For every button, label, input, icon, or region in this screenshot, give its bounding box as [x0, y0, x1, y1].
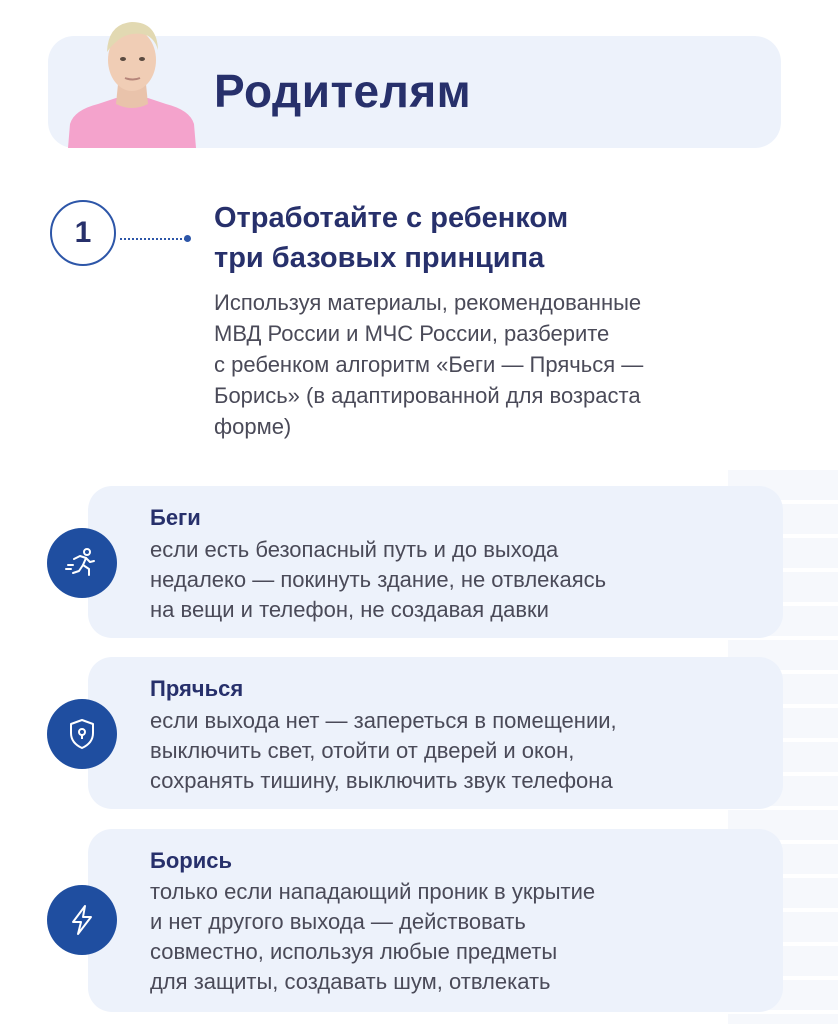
rule-description: [150, 706, 770, 796]
step-description-line: Используя материалы, рекомендованные: [214, 290, 642, 315]
rule-description-line: для защиты, создавать шум, отвлекать: [150, 969, 551, 994]
lightning-icon: [47, 885, 117, 955]
step-description: [214, 287, 774, 442]
rule-description-line: если есть безопасный путь и до выхода: [150, 537, 559, 562]
rule-description-line: если выхода нет — запереться в помещении,: [150, 708, 617, 733]
rule-description-line: совместно, используя любые предметы: [150, 939, 558, 964]
step-description-line: МВД России и МЧС России, разберите: [214, 321, 610, 346]
step-description-line: Борись» (в адаптированной для возраста: [214, 383, 641, 408]
page-title: Родителям: [214, 65, 472, 117]
rule-description: [150, 877, 770, 997]
step-number-badge: [50, 200, 116, 266]
step-description-line: форме): [214, 414, 292, 439]
step-title: [214, 198, 774, 278]
step-number: 1: [74, 216, 92, 249]
step-title-line: три базовых принципа: [214, 242, 545, 274]
step-connector-dot: [184, 235, 191, 242]
presenter-avatar: [64, 12, 200, 148]
rule-description-line: недалеко — покинуть здание, не отвлекаясь: [150, 567, 607, 592]
rule-title: Прячься: [150, 676, 244, 701]
running-person-icon: [47, 528, 117, 598]
shield-icon: [47, 699, 117, 769]
rule-description-line: сохранять тишину, выключить звук телефона: [150, 768, 613, 793]
rule-description-line: выключить свет, отойти от дверей и окон,: [150, 738, 575, 763]
rule-title: Борись: [150, 848, 232, 873]
step-title-line: Отработайте с ребенком: [214, 202, 569, 234]
rule-description-line: и нет другого выхода — действовать: [150, 909, 526, 934]
rule-description: [150, 535, 770, 625]
rule-description-line: на вещи и телефон, не создавая давки: [150, 597, 549, 622]
step-connector: [120, 238, 186, 240]
rule-description-line: только если нападающий проник в укрытие: [150, 879, 596, 904]
rule-title: Беги: [150, 505, 201, 530]
step-description-line: с ребенком алгоритм «Беги — Прячься —: [214, 352, 644, 377]
